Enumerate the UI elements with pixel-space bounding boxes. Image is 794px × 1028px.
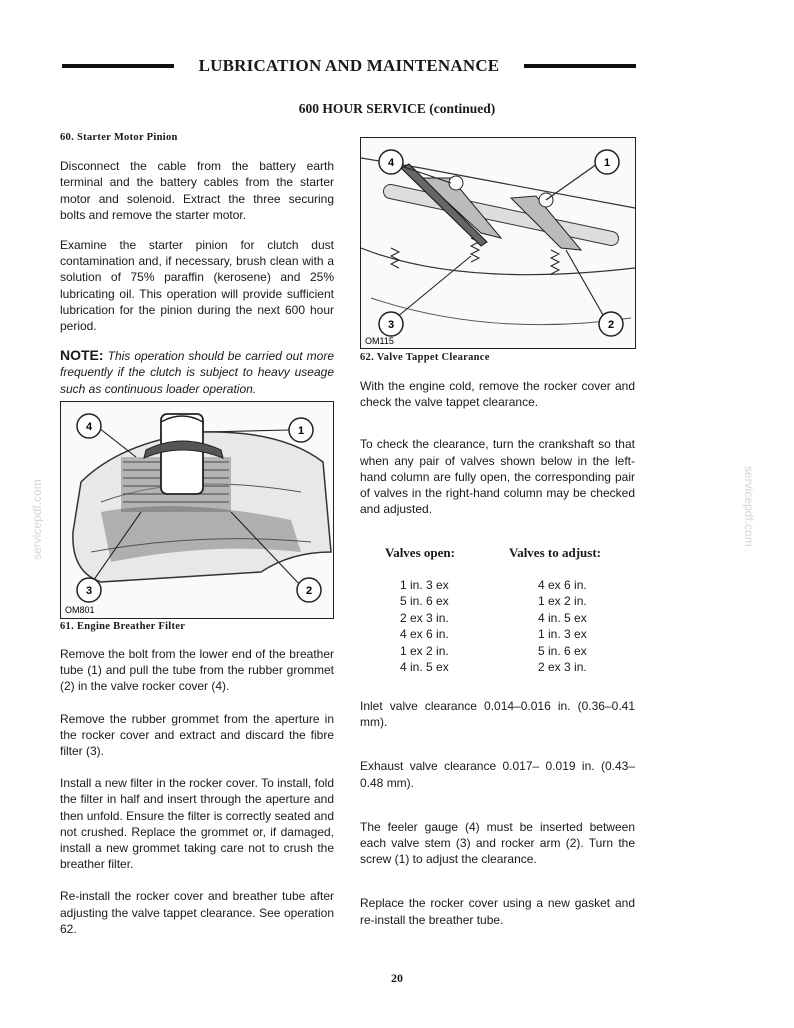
left-column xyxy=(60,130,334,397)
callout-1-label: 1 xyxy=(297,425,305,437)
callout-4-label: 4 xyxy=(387,157,395,169)
watermark-left: servicepdf.com xyxy=(30,479,44,560)
callout-1-label: 1 xyxy=(603,157,611,169)
table-cell: 1 in. 3 ex xyxy=(400,578,449,592)
table-cell: 4 ex 6 in. xyxy=(400,627,449,642)
watermark-right: servicepdf.com xyxy=(742,466,756,547)
callout-4-label: 4 xyxy=(85,421,93,433)
callout-2-label: 2 xyxy=(607,319,615,331)
figure-62-code: OM115 xyxy=(365,336,394,346)
feeler-gauge-instruction: The feeler gauge (4) must be inserted between each valve stem (3) and rocker arm (2). Turn the screw (1) to adjust the clearance. xyxy=(360,819,635,867)
section-60-note xyxy=(60,347,334,397)
section-61-text xyxy=(60,646,334,937)
exhaust-clearance: Exhaust valve clearance 0.017– 0.019 in. (0.43–0.48 mm). xyxy=(360,759,635,790)
table-cell: 1 in. 3 ex xyxy=(538,627,587,642)
figure-valve-tappet xyxy=(360,137,636,349)
valves-open-column xyxy=(400,577,449,675)
right-column-lower xyxy=(360,698,635,928)
table-cell: 2 ex 3 in. xyxy=(538,660,587,675)
valves-adjust-header: Valves to adjust: xyxy=(509,545,601,560)
table-cell: 1 ex 2 in. xyxy=(400,643,449,658)
callout-3-label: 3 xyxy=(85,585,93,597)
section-61-paragraph-2: Remove the rubber grommet from the aperture in the rocker cover and extract and discard the fibre filter (3). xyxy=(60,711,334,759)
figure-62-caption: 62. Valve Tappet Clearance xyxy=(360,352,490,363)
valves-adjust-column xyxy=(538,577,587,675)
table-cell: 5 in. 6 ex xyxy=(538,643,587,658)
section-60-paragraph-1: Disconnect the cable from the battery earth terminal and the battery cables from the starter motor and solenoid. Extract the three securing bolts and remove the starter motor. xyxy=(60,159,334,222)
table-cell: 4 in. 5 ex xyxy=(400,660,449,675)
section-60-paragraph-2: Examine the starter pinion for clutch dust contamination and, if necessary, brush clean with a solution of 75% paraffin (kerosene) and 25% lubricating oil. This operation will provide sufficient lubrication for the pinion during the next 600 hour period. xyxy=(60,238,334,334)
figure-breather-filter xyxy=(60,401,334,619)
section-61-paragraph-4: Re-install the rocker cover and breather tube after adjusting the valve tappet clearance. See operation 62. xyxy=(60,889,334,936)
figure-61-code: OM801 xyxy=(65,605,95,615)
header-rule-right xyxy=(524,64,636,68)
section-subtitle: 600 HOUR SERVICE (continued) xyxy=(298,101,496,116)
inlet-clearance: Inlet valve clearance 0.014–0.016 in. (0.36–0.41 mm). xyxy=(360,699,635,730)
table-cell: 4 ex 6 in. xyxy=(538,578,587,592)
page-number: 20 xyxy=(391,971,403,985)
table-cell: 1 ex 2 in. xyxy=(538,594,587,609)
figure-61-caption: 61. Engine Breather Filter xyxy=(60,621,186,632)
note-text: This operation should be carried out more frequently if the clutch is subject to heavy useage such as continuous loader operation. xyxy=(60,349,334,396)
callout-3-label: 3 xyxy=(387,319,395,331)
table-cell: 2 ex 3 in. xyxy=(400,610,449,625)
section-62-paragraph-1: With the engine cold, remove the rocker cover and check the valve tappet clearance. xyxy=(360,379,635,410)
right-column xyxy=(360,378,635,517)
section-61-paragraph-1: Remove the bolt from the lower end of the breather tube (1) and pull the tube from the rubber grommet (2) in the valve rocker cover (4). xyxy=(60,647,334,694)
page-title: LUBRICATION AND MAINTENANCE xyxy=(198,56,500,75)
section-61-paragraph-3: Install a new filter in the rocker cover. To install, fold the filter in half and insert through the aperture and then unfold. Ensure the filter is correctly seated and not crushed. Replace the grommet or, if damaged, install a new grommet taking care not to crush the breather filter. xyxy=(60,776,334,872)
valve-tappet-illustration xyxy=(361,138,635,348)
note-label: NOTE: xyxy=(60,347,104,364)
table-cell: 5 in. 6 ex xyxy=(400,594,449,609)
section-60-heading: 60. Starter Motor Pinion xyxy=(60,132,178,143)
table-cell: 4 in. 5 ex xyxy=(538,610,587,625)
replace-cover-instruction: Replace the rocker cover using a new gasket and re-install the breather tube. xyxy=(360,896,635,927)
page-header xyxy=(62,56,636,76)
callout-2-label: 2 xyxy=(305,585,313,597)
valves-open-header: Valves open: xyxy=(385,545,455,560)
section-62-paragraph-2: To check the clearance, turn the crankshaft so that when any pair of valves shown below in the left-hand column are fully open, the corresponding pair of valves in the right-hand column may be checked and adjusted. xyxy=(360,437,635,517)
breather-filter-illustration xyxy=(61,402,333,618)
